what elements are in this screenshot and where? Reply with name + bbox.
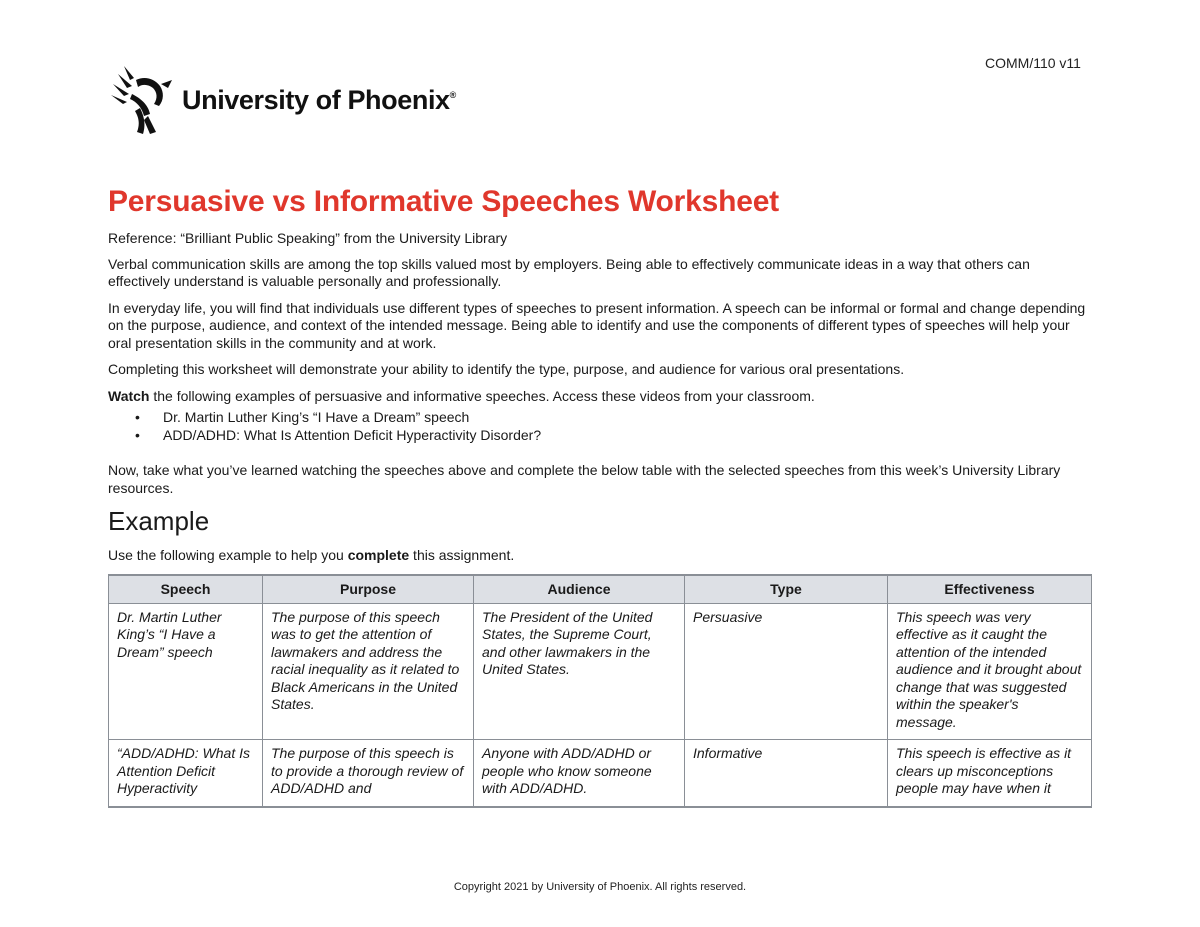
example-post: this assignment. [409,547,515,563]
header-audience: Audience [474,575,685,604]
example-bold: complete [347,547,410,563]
table-instruction: Now, take what you’ve learned watching the speeches above and complete the below table with the selected speeches from this week’s University Library resources. [108,462,1061,496]
header-purpose: Purpose [263,575,474,604]
objective-paragraph: Completing this worksheet will demonstrate your ability to identify the type, purpose, and audience for various oral presentations. [108,361,905,377]
copyright-footer: Copyright 2021 by University of Phoenix. All rights reserved. [453,881,747,893]
context-paragraph: In everyday life, you will find that individuals use different types of speeches to present information. A speech can be informal or formal and change depending on the purpose, audience, and context of the intended message. Being able to identify and use the components of different types of speeches will help your oral presentation skills in the community and at work. [108,299,1086,351]
page-title: Persuasive vs Informative Speeches Worksheet [108,185,779,218]
example-pre: Use the following example to help you [108,547,348,563]
cell-speech: “ADD/ADHD: What Is Attention Deficit Hyperactivity [109,740,263,807]
cell-type: Persuasive [685,603,888,740]
video-list [108,409,1091,444]
example-heading: Example [108,506,210,536]
cell-effectiveness: This speech is effective as it clears up misconceptions people may have when it [888,740,1092,807]
cell-purpose: The purpose of this speech is to provide a thorough review of ADD/ADHD and [263,740,474,807]
video-title: Dr. Martin Luther King’s “I Have a Dream” speech [163,409,470,425]
cell-audience: The President of the United States, the Supreme Court, and other lawmakers in the United States. [474,603,685,740]
worksheet-content [108,183,1091,808]
watch-bold: Watch [108,387,150,404]
bullet-icon: • [135,426,140,443]
watch-rest: the following examples of persuasive and informative speeches. Access these videos from your classroom. [149,387,815,404]
phoenix-bird-icon [110,64,176,136]
reference-line: Reference: “Brilliant Public Speaking” from the University Library [108,230,508,246]
cell-purpose: The purpose of this speech was to get the attention of lawmakers and address the racial inequality as it related to Black Americans in the United States. [263,603,474,740]
video-title: ADD/ADHD: What Is Attention Deficit Hyperactivity Disorder? [163,426,542,443]
logo-text: University of Phoenix [182,84,450,115]
list-item [108,409,1091,427]
bullet-icon: • [135,409,140,425]
intro-paragraph: Verbal communication skills are among the top skills valued most by employers. Being able to effectively communicate ideas in a way that others can effectively understand is valuable personally and professionally. [108,255,1030,289]
course-code: COMM/110 v11 [985,55,1081,71]
cell-speech: Dr. Martin Luther King’s “I Have a Dream” speech [109,603,263,740]
example-table [108,574,1092,808]
table-header-row [109,575,1092,604]
header-speech: Speech [109,575,263,604]
cell-type: Informative [685,740,888,807]
watch-instruction [108,388,1091,406]
header-type: Type [685,575,888,604]
header-effectiveness: Effectiveness [888,575,1092,604]
cell-effectiveness: This speech was very effective as it caught the attention of the intended audience and it brought about change that was suggested within the speaker's message. [888,603,1092,740]
table-row [109,603,1092,740]
registered-mark: ® [449,89,456,100]
example-instruction [108,547,1091,565]
university-logo [110,64,456,136]
list-item [108,427,1091,445]
table-row [109,740,1092,807]
cell-audience: Anyone with ADD/ADHD or people who know someone with ADD/ADHD. [474,740,685,807]
logo-wordmark [182,84,456,115]
